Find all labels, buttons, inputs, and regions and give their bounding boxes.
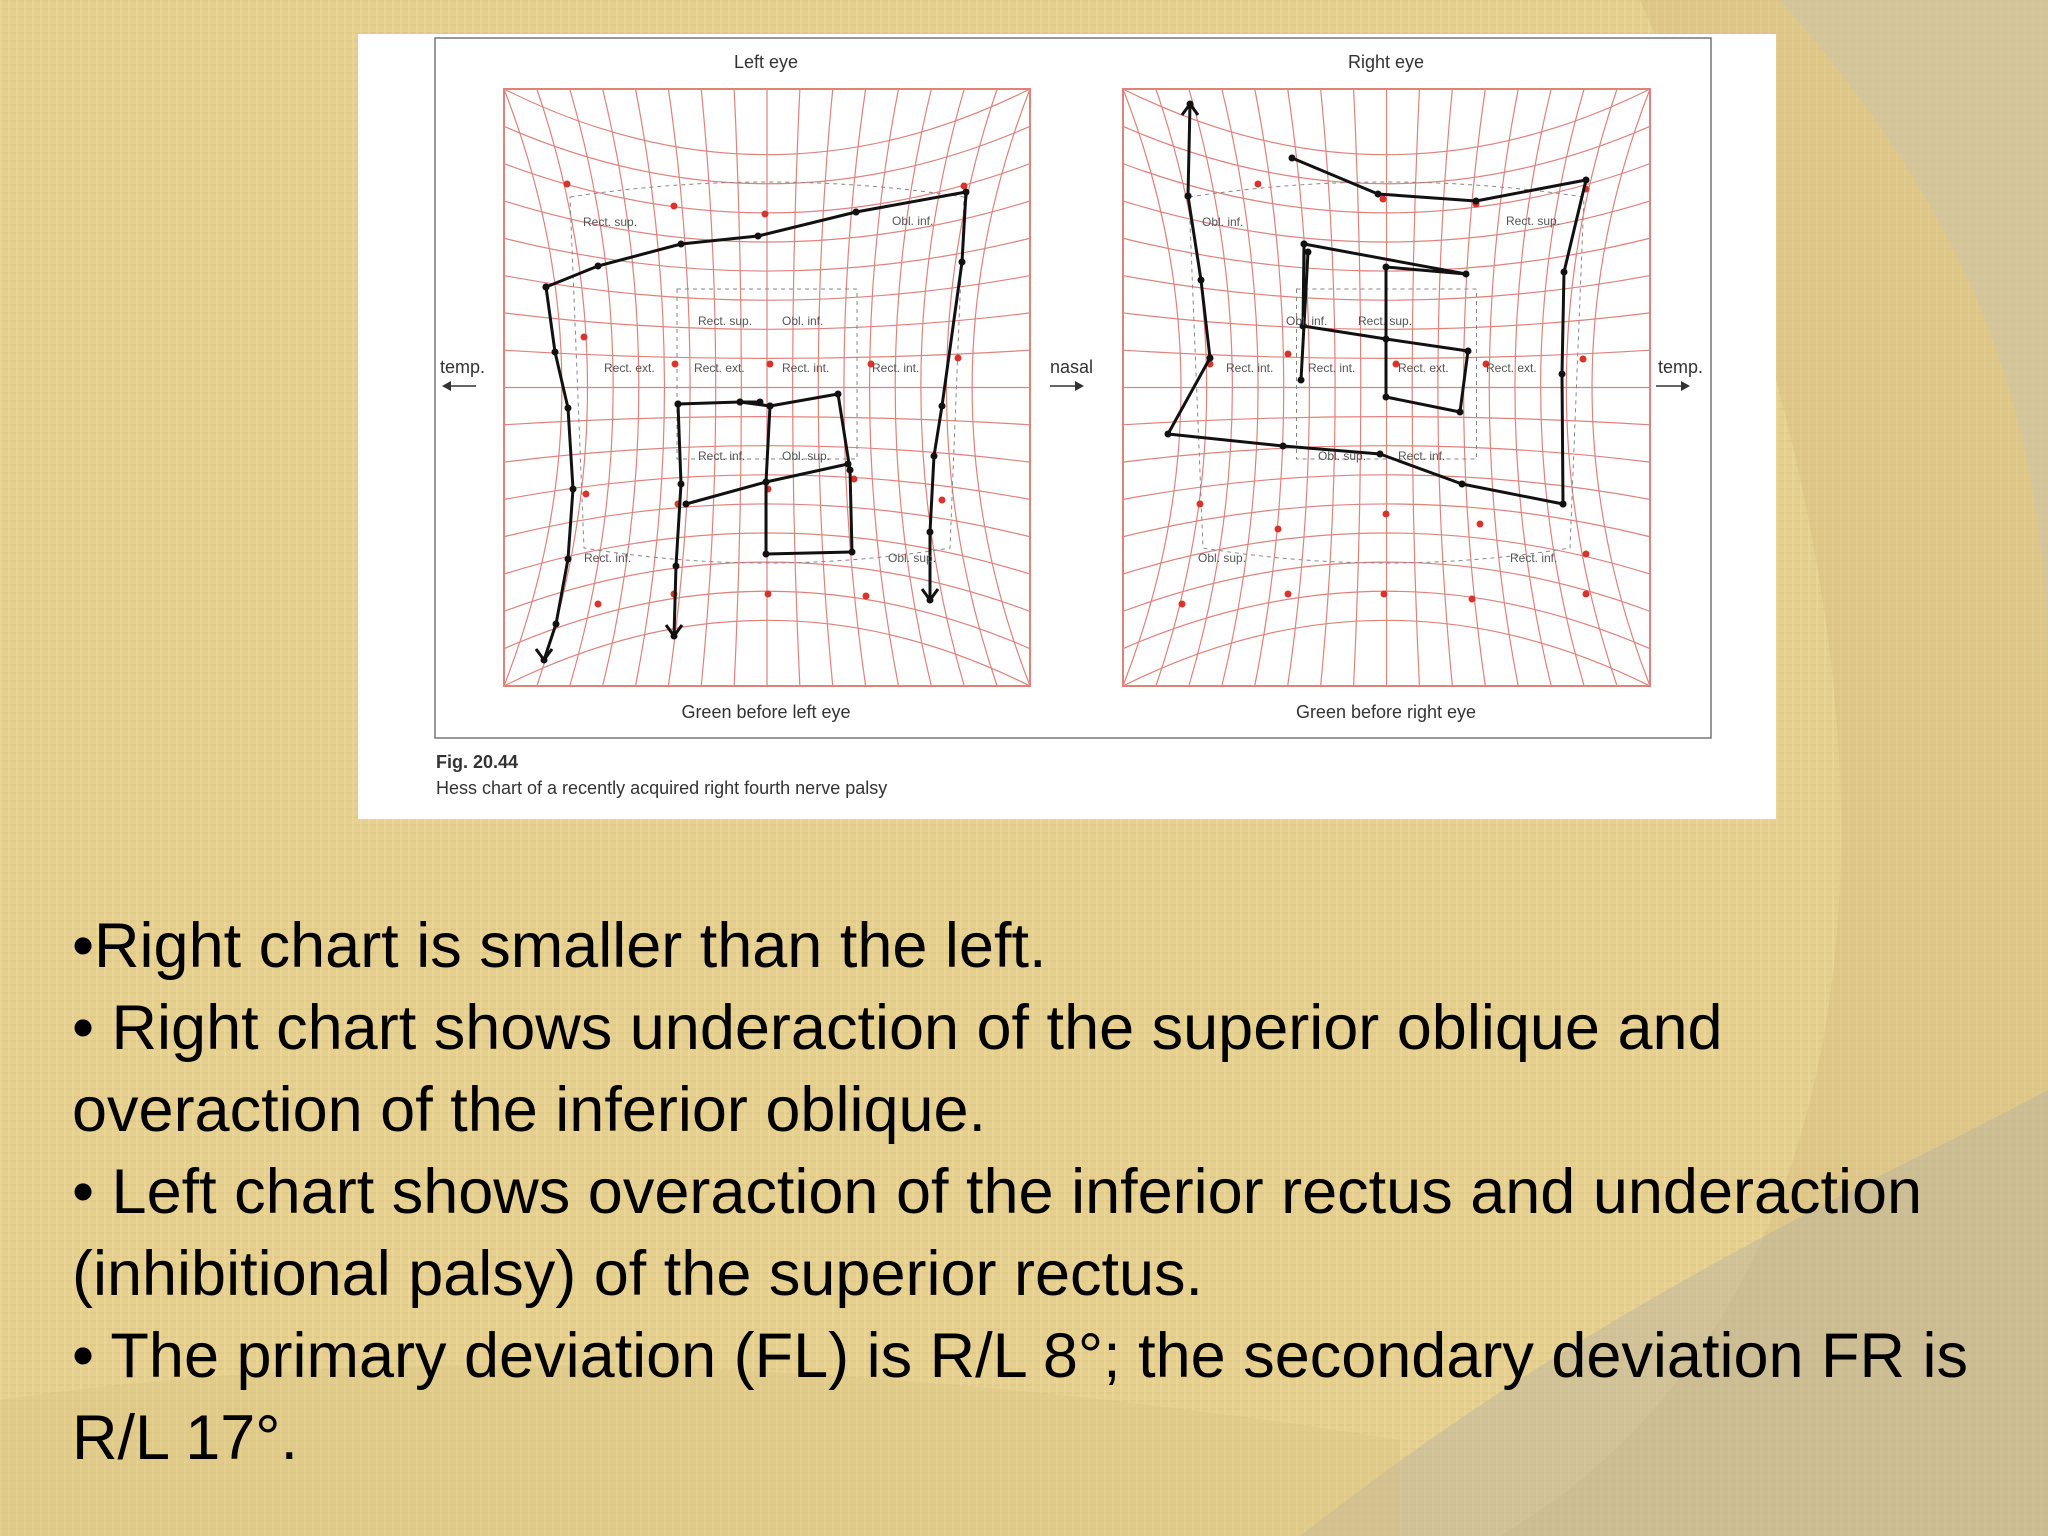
trace-point xyxy=(1207,355,1214,362)
reference-dot xyxy=(939,497,946,504)
trace-point xyxy=(847,467,854,474)
reference-dot xyxy=(955,355,962,362)
muscle-label: Obl. inf. xyxy=(892,214,934,228)
bullet-item: • Left chart shows overaction of the inferior rectus and underaction (inhibitional palsy) of the superior rectus. xyxy=(72,1157,1923,1309)
trace-point xyxy=(845,461,852,468)
muscle-label: Rect. ext. xyxy=(1398,361,1449,375)
trace-point xyxy=(678,481,685,488)
trace-point xyxy=(853,209,860,216)
bullet-item: • Right chart shows underaction of the superior oblique and overaction of the inferior oblique. xyxy=(72,993,1723,1145)
trace-point xyxy=(675,401,682,408)
reference-dot xyxy=(581,334,588,341)
trace-point xyxy=(1280,443,1287,450)
trace-point xyxy=(1583,177,1590,184)
trace-point xyxy=(931,453,938,460)
muscle-label: Obl. sup. xyxy=(888,551,937,565)
trace-point xyxy=(927,529,934,536)
left-eye-trace xyxy=(536,189,970,664)
trace-point xyxy=(963,189,970,196)
reference-dot xyxy=(1197,501,1204,508)
trace-point xyxy=(849,549,856,556)
muscle-label: Obl. sup. xyxy=(1198,551,1247,565)
muscle-label: Rect. int. xyxy=(1308,361,1356,375)
muscle-label: Rect. sup. xyxy=(698,314,753,328)
muscle-label: Rect. sup. xyxy=(1358,314,1413,328)
trace-point xyxy=(767,403,774,410)
trace-point xyxy=(1289,155,1296,162)
trace-point xyxy=(1298,377,1305,384)
trace-point xyxy=(835,391,842,398)
trace-point xyxy=(1561,269,1568,276)
muscle-label: Rect. int. xyxy=(782,361,830,375)
trace-point xyxy=(1165,431,1172,438)
reference-dot xyxy=(671,203,678,210)
muscle-label: Rect. int. xyxy=(872,361,920,375)
figure-number: Fig. 20.44 xyxy=(436,752,519,772)
muscle-label: Rect. inf. xyxy=(1510,551,1558,565)
reference-dot xyxy=(765,591,772,598)
right-eye-chart xyxy=(1123,89,1650,686)
trace-point xyxy=(1473,198,1480,205)
trace-point xyxy=(1301,241,1308,248)
muscle-label: Obl. inf. xyxy=(1202,215,1244,229)
muscle-label: Rect. int. xyxy=(1226,361,1274,375)
reference-dot xyxy=(767,361,774,368)
nasal-arrow-icon xyxy=(1050,381,1084,391)
trace-line xyxy=(1188,104,1190,196)
right-temp-arrow-icon xyxy=(1656,381,1690,391)
muscle-label: Obl. inf. xyxy=(1286,314,1328,328)
trace-point xyxy=(1375,191,1382,198)
trace-point xyxy=(1465,348,1472,355)
muscle-label: Rect. ext. xyxy=(1486,361,1537,375)
left-eye-chart xyxy=(504,89,1030,686)
figure-caption: Hess chart of a recently acquired right fourth nerve palsy xyxy=(436,778,888,798)
trace-line xyxy=(544,287,573,660)
bullet-list xyxy=(72,905,2002,1479)
muscle-label: Rect. sup. xyxy=(583,215,638,229)
reference-dot xyxy=(1477,521,1484,528)
muscle-label: Rect. inf. xyxy=(584,551,632,565)
trace-point xyxy=(1383,336,1390,343)
reference-dot xyxy=(1583,551,1590,558)
reference-dot xyxy=(1580,356,1587,363)
trace-point xyxy=(565,405,572,412)
trace-point xyxy=(1377,451,1384,458)
trace-point xyxy=(1305,249,1312,256)
trace-point xyxy=(763,551,770,558)
trace-point xyxy=(543,284,550,291)
trace-point xyxy=(1457,409,1464,416)
left-temp-label: temp. xyxy=(440,357,486,377)
reference-dot xyxy=(1275,526,1282,533)
reference-dot xyxy=(863,593,870,600)
bullet-item: • The primary deviation (FL) is R/L 8°; the secondary deviation FR is R/L 17°. xyxy=(72,1321,1969,1473)
trace-point xyxy=(1383,394,1390,401)
trace-point xyxy=(565,556,572,563)
left-eye-grid xyxy=(504,89,1030,686)
reference-dot xyxy=(1381,591,1388,598)
trace-point xyxy=(1198,277,1205,284)
muscle-label: Obl. sup. xyxy=(782,449,831,463)
trace-point xyxy=(678,241,685,248)
trace-point xyxy=(570,486,577,493)
trace-point xyxy=(1559,371,1566,378)
trace-point xyxy=(959,259,966,266)
muscle-label: Rect. inf. xyxy=(1398,449,1446,463)
trace-point xyxy=(1463,271,1470,278)
trace-point xyxy=(755,233,762,240)
reference-dot xyxy=(1285,351,1292,358)
trace-point xyxy=(737,399,744,406)
trace-point xyxy=(553,621,560,628)
reference-dot xyxy=(1383,511,1390,518)
trace-point xyxy=(1459,481,1466,488)
reference-dot xyxy=(583,491,590,498)
hess-chart-figure xyxy=(358,34,1776,819)
bullet-item: •Right chart is smaller than the left. xyxy=(72,911,1047,981)
right-eye-footer: Green before right eye xyxy=(1295,702,1477,722)
reference-dot xyxy=(1469,596,1476,603)
reference-dot xyxy=(762,211,769,218)
trace-arrow-icon xyxy=(536,649,552,660)
trace-point xyxy=(1560,501,1567,508)
left-eye-title: Left eye xyxy=(733,52,799,72)
muscle-label: Rect. inf. xyxy=(698,449,746,463)
nasal-label: nasal xyxy=(1050,357,1094,377)
muscle-label: Rect. sup. xyxy=(1506,214,1561,228)
hess-chart-svg xyxy=(358,34,1776,819)
reference-dot xyxy=(1285,591,1292,598)
trace-point xyxy=(763,479,770,486)
trace-line xyxy=(674,404,681,636)
reference-dot xyxy=(1179,601,1186,608)
left-temp-arrow-icon xyxy=(442,381,476,391)
trace-point xyxy=(673,563,680,570)
reference-dot xyxy=(1255,181,1262,188)
trace-point xyxy=(1185,193,1192,200)
muscle-label: Rect. ext. xyxy=(694,361,745,375)
trace-point xyxy=(595,263,602,270)
trace-point xyxy=(683,501,690,508)
reference-dot xyxy=(672,361,679,368)
reference-dot xyxy=(1583,591,1590,598)
reference-dot xyxy=(1380,196,1387,203)
trace-point xyxy=(552,349,559,356)
muscle-label: Rect. ext. xyxy=(604,361,655,375)
reference-dot xyxy=(961,183,968,190)
right-eye-trace xyxy=(1165,101,1590,508)
right-temp-label: temp. xyxy=(1658,357,1704,377)
trace-point xyxy=(939,403,946,410)
reference-dot xyxy=(595,601,602,608)
trace-point xyxy=(1383,264,1390,271)
reference-dot xyxy=(564,181,571,188)
muscle-label: Obl. sup. xyxy=(1318,449,1367,463)
muscle-label: Obl. inf. xyxy=(782,314,824,328)
left-eye-footer: Green before left eye xyxy=(681,702,851,722)
right-eye-title: Right eye xyxy=(1347,52,1425,72)
